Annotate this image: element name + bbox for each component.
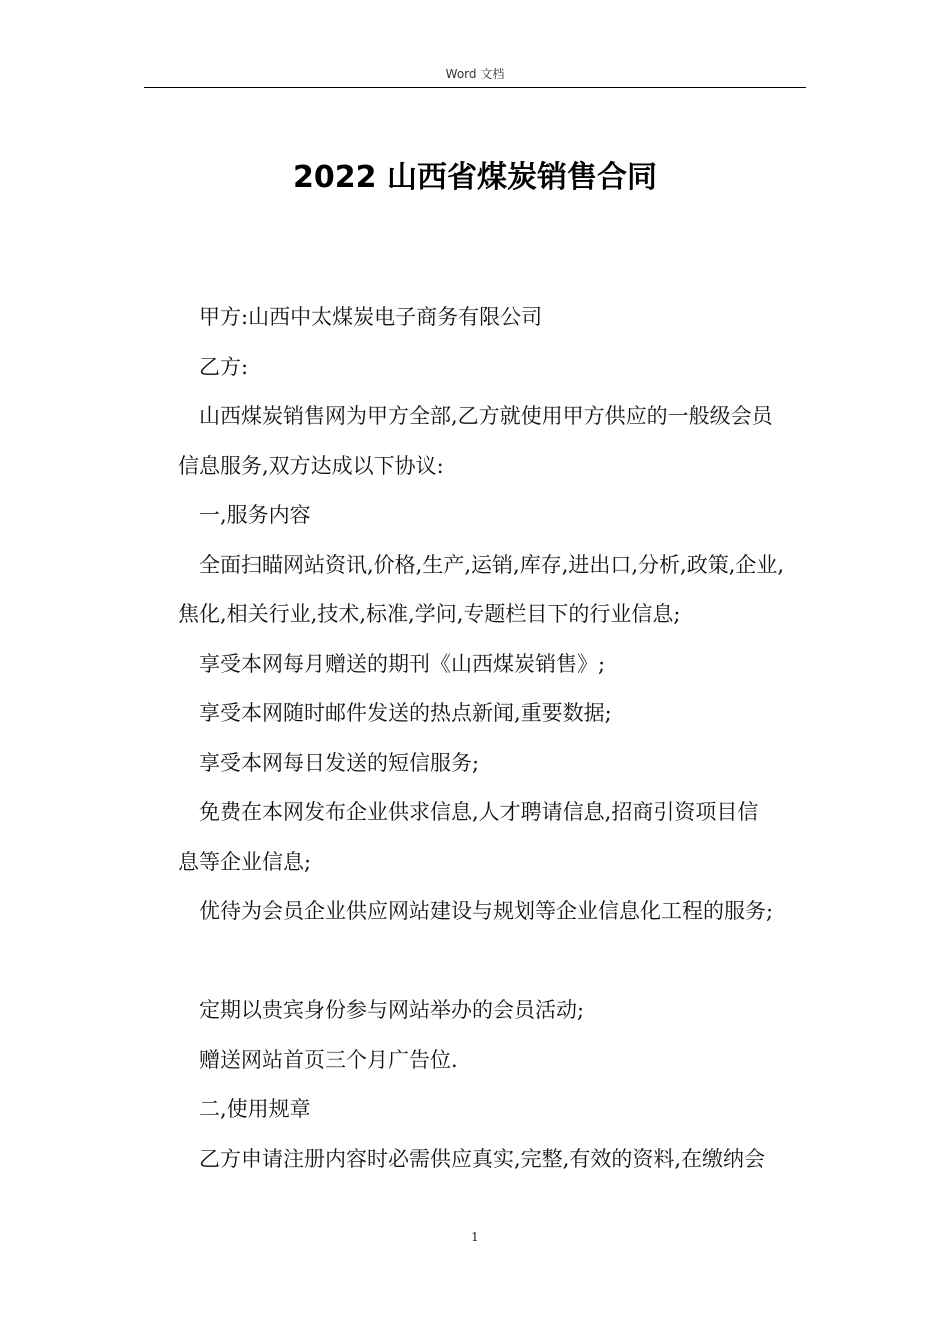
rules-paragraph-line-1: 乙方申请注册内容时必需供应真实,完整,有效的资料,在缴纳会 <box>199 1146 766 1171</box>
page-number: 1 <box>471 1230 479 1244</box>
service-item-5-line-2: 息等企业信息; <box>178 849 312 874</box>
service-item-1-line-2: 焦化,相关行业,技术,标准,学问,专题栏目下的行业信息; <box>178 602 681 626</box>
service-item-8: 赠送网站首页三个月广告位. <box>199 1047 458 1072</box>
service-item-2: 享受本网每月赠送的期刊《山西煤炭销售》; <box>199 651 606 676</box>
service-item-5-line-1: 免费在本网发布企业供求信息,人才聘请信息,招商引资项目信 <box>199 800 759 824</box>
blank-line <box>178 937 810 987</box>
party-a-line: 甲方:山西中太煤炭电子商务有限公司 <box>199 305 543 329</box>
intro-paragraph-line-1: 山西煤炭销售网为甲方全部,乙方就使用甲方供应的一般级会员 <box>199 404 773 428</box>
section-heading-rules: 二,使用规章 <box>199 1097 311 1121</box>
header-divider <box>144 87 806 88</box>
service-item-3: 享受本网随时邮件发送的热点新闻,重要数据; <box>199 701 612 725</box>
header-label: Word 文档 <box>445 67 505 81</box>
document-title: 2022 山西省煤炭销售合同 <box>293 160 657 195</box>
party-b-line: 乙方: <box>199 354 249 379</box>
document-body <box>178 293 810 1184</box>
intro-paragraph-line-2: 信息服务,双方达成以下协议: <box>178 453 444 478</box>
service-item-6: 优待为会员企业供应网站建设与规划等企业信息化工程的服务; <box>199 899 774 923</box>
service-item-7: 定期以贵宾身份参与网站举办的会员活动; <box>199 998 585 1022</box>
service-item-1-line-1: 全面扫瞄网站资讯,价格,生产,运销,库存,进出口,分析,政策,企业, <box>199 552 785 577</box>
section-heading-service: 一,服务内容 <box>199 503 311 527</box>
service-item-4: 享受本网每日发送的短信服务; <box>199 750 480 775</box>
